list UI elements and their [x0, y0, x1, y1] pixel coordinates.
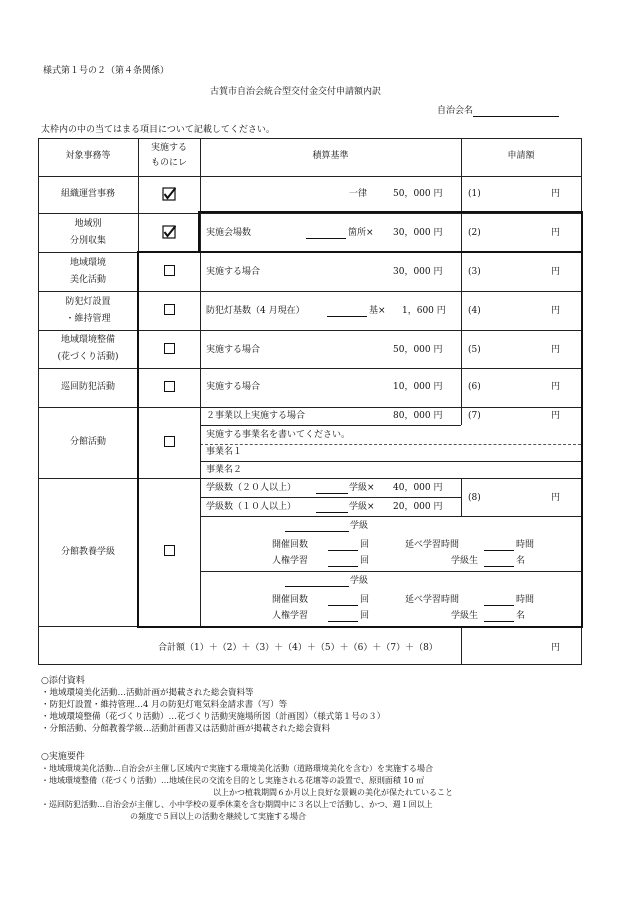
amount-input[interactable]: 円 [551, 306, 561, 316]
sessions-label: 開催回数 [272, 540, 309, 550]
row-label-line1: 地域環境整備 [60, 335, 115, 345]
column-divider [461, 626, 462, 664]
amount-input[interactable]: 円 [551, 493, 561, 503]
association-name-line [473, 107, 559, 117]
classes20-amount: 40，000 円 [393, 483, 443, 493]
basis-unit: 基× [369, 306, 386, 316]
row-label-line1: 地域環境 [69, 258, 106, 268]
attachment-item: ・地域環境整備（花づくり活動）…花づくり活動実施場所図（計画図）（様式第１号の３） [41, 712, 386, 722]
header-implement-line1: 実施する [150, 143, 187, 153]
basis-prefix: 一律 [349, 189, 368, 199]
checkbox-flower-activity[interactable] [164, 343, 175, 354]
header-implement-line2: ものにレ [150, 158, 187, 168]
classes10-label: 学級数（１０人以上） [206, 502, 297, 512]
checkbox-education-class[interactable] [164, 545, 175, 556]
checkbox-patrol[interactable] [164, 381, 175, 392]
light-count-input[interactable] [327, 307, 367, 317]
page-title: 古賀市自治会統合型交付金交付申請額内訳 [210, 87, 382, 97]
students-label: 学級生 [451, 556, 479, 566]
venues-count-input[interactable] [306, 229, 346, 239]
students-label: 学級生 [451, 611, 479, 621]
times-unit: 回 [360, 540, 370, 550]
checkbox-sorted-collection[interactable] [162, 225, 176, 239]
sessions-input[interactable] [328, 596, 358, 606]
row-label-line2: 美化活動 [69, 275, 106, 285]
basis-amount: 80，000 円 [393, 411, 443, 421]
amount-input[interactable]: 円 [551, 345, 561, 355]
attachment-item: ・防犯灯設置・維持管理…4 月の防犯灯電気料金請求書（写）等 [41, 700, 288, 710]
persons-unit: 名 [516, 611, 526, 621]
fill-in-frame [198, 211, 583, 253]
basis-text: 実施会場数 [206, 228, 252, 238]
classes20-label: 学級数（２０人以上） [206, 483, 297, 493]
table-border-bottom [38, 664, 581, 665]
total-label: 合計額（1）＋（2）＋（3）＋（4）＋（5）＋（6）＋（7）＋（8） [158, 643, 438, 653]
amount-number: (3) [468, 267, 481, 277]
row-label-branch-activity: 分館活動 [69, 437, 106, 447]
header-amount: 申請額 [507, 151, 535, 161]
checkbox-beautification[interactable] [164, 265, 175, 276]
basis-amount: 10，000 円 [393, 382, 443, 392]
row-label-line2: 分別収集 [69, 236, 106, 246]
total-amount-input[interactable]: 円 [551, 643, 561, 653]
event-name-2-input[interactable]: 事業名２ [206, 465, 243, 475]
amount-number: (1) [468, 189, 481, 199]
basis-text: ２事業以上実施する場合 [206, 411, 306, 421]
header-subject: 対象事務等 [65, 151, 111, 161]
association-name-label: 自治会名 [437, 106, 474, 116]
form-number: 様式第１号の２（第４条関係） [43, 66, 170, 76]
requirement-line: 以上かつ植栽期間６か月以上良好な景観の美化が保たれていること [213, 788, 453, 797]
amount-input[interactable]: 円 [551, 411, 561, 421]
basis-amount: 50，000 円 [393, 189, 443, 199]
basis-text: 防犯灯基数（4 月現在） [206, 306, 305, 316]
event-instruction: 実施する事業名を書いてください。 [206, 430, 351, 440]
basis-text: 実施する場合 [206, 382, 261, 392]
basis-amount: 30，000 円 [393, 228, 443, 238]
class-suffix: 学級 [350, 521, 369, 531]
total-hours-input[interactable] [484, 541, 514, 551]
classes20-input[interactable] [316, 484, 348, 494]
students-input[interactable] [484, 557, 514, 567]
requirements-heading: ○実施要件 [41, 752, 85, 762]
sessions-label: 開催回数 [272, 595, 309, 605]
classes10-amount: 20，000 円 [393, 502, 443, 512]
class-name-input[interactable] [285, 577, 349, 587]
basis-amount: 50，000 円 [393, 345, 443, 355]
amount-input[interactable]: 円 [551, 228, 561, 238]
checkbox-branch-activity[interactable] [164, 436, 175, 447]
total-hours-label: 延べ学習時間 [405, 540, 460, 550]
basis-unit: 箇所× [348, 228, 374, 238]
human-rights-input[interactable] [328, 612, 358, 622]
requirement-line: ・地域環境美化活動…自治会が主催し区域内で実施する環境美化活動（道路環境美化を含む）を実施する場合 [41, 764, 433, 773]
amount-input[interactable]: 円 [551, 382, 561, 392]
hours-unit: 時間 [516, 540, 535, 550]
sessions-input[interactable] [328, 541, 358, 551]
row-label-education-class: 分館教養学級 [60, 547, 115, 557]
header-basis: 積算基準 [312, 151, 349, 161]
attachment-item: ・分館活動、分館教養学級…活動計画書又は活動計画が掲載された総会資料 [41, 724, 331, 734]
attachment-item: ・地域環境美化活動…活動計画が掲載された総会資料等 [41, 688, 254, 698]
table-border-top [38, 138, 581, 139]
persons-unit: 名 [516, 556, 526, 566]
hours-unit: 時間 [516, 595, 535, 605]
class-suffix: 学級 [350, 576, 369, 586]
total-hours-label: 延べ学習時間 [405, 595, 460, 605]
checkbox-streetlights[interactable] [164, 304, 175, 315]
event-name-1-input[interactable]: 事業名１ [206, 447, 243, 457]
times-unit: 回 [360, 556, 370, 566]
requirement-line: ・巡回防犯活動…自治会が主催し、小中学校の夏季休業を含む期間中に３名以上で活動し、かつ、週１回以上 [41, 800, 433, 809]
header-row-divider [38, 176, 581, 177]
basis-amount: 1，600 円 [402, 306, 446, 316]
amount-input[interactable]: 円 [551, 189, 561, 199]
human-rights-input[interactable] [328, 557, 358, 567]
amount-number: (4) [468, 306, 481, 316]
basis-amount: 30，000 円 [393, 267, 443, 277]
row-label-line1: 地域別 [74, 219, 102, 229]
basis-text: 実施する場合 [206, 267, 261, 277]
row-label-organization: 組織運営事務 [60, 189, 115, 199]
students-input[interactable] [484, 612, 514, 622]
row-label-line1: 防犯灯設置 [65, 297, 111, 307]
basis-text: 実施する場合 [206, 345, 261, 355]
amount-number: (5) [468, 345, 481, 355]
times-unit: 回 [360, 595, 370, 605]
amount-number: (7) [468, 411, 481, 421]
table-border-left [38, 138, 39, 665]
association-name-field[interactable] [437, 106, 559, 117]
attachments-heading: ○添付資料 [41, 676, 85, 686]
human-rights-label: 人権学習 [272, 556, 309, 566]
total-hours-input[interactable] [484, 596, 514, 606]
amount-number: (8) [468, 493, 481, 503]
classes10-unit: 学級× [349, 502, 375, 512]
human-rights-label: 人権学習 [272, 611, 309, 621]
times-unit: 回 [360, 611, 370, 621]
requirement-line: の頻度で５回以上の活動を継続して実施する場合 [130, 812, 306, 821]
amount-number: (2) [468, 228, 481, 238]
requirement-line: ・地域環境整備（花づくり活動）…地域住民の交流を目的とし実施される花壇等の設置で、原則面積 10 ㎡ [41, 776, 425, 785]
row-label-line2: ・維持管理 [65, 314, 111, 324]
checkbox-organization[interactable] [162, 187, 176, 201]
class-name-input[interactable] [285, 522, 349, 532]
classes10-input[interactable] [316, 503, 348, 513]
row-label-patrol: 巡回防犯活動 [60, 382, 115, 392]
classes20-unit: 学級× [349, 483, 375, 493]
amount-number: (6) [468, 382, 481, 392]
amount-input[interactable]: 円 [551, 267, 561, 277]
row-label-line2: (花づくり活動) [57, 352, 119, 362]
instruction-text: 太枠内の中の当てはまる項目について記載してください。 [41, 125, 275, 135]
